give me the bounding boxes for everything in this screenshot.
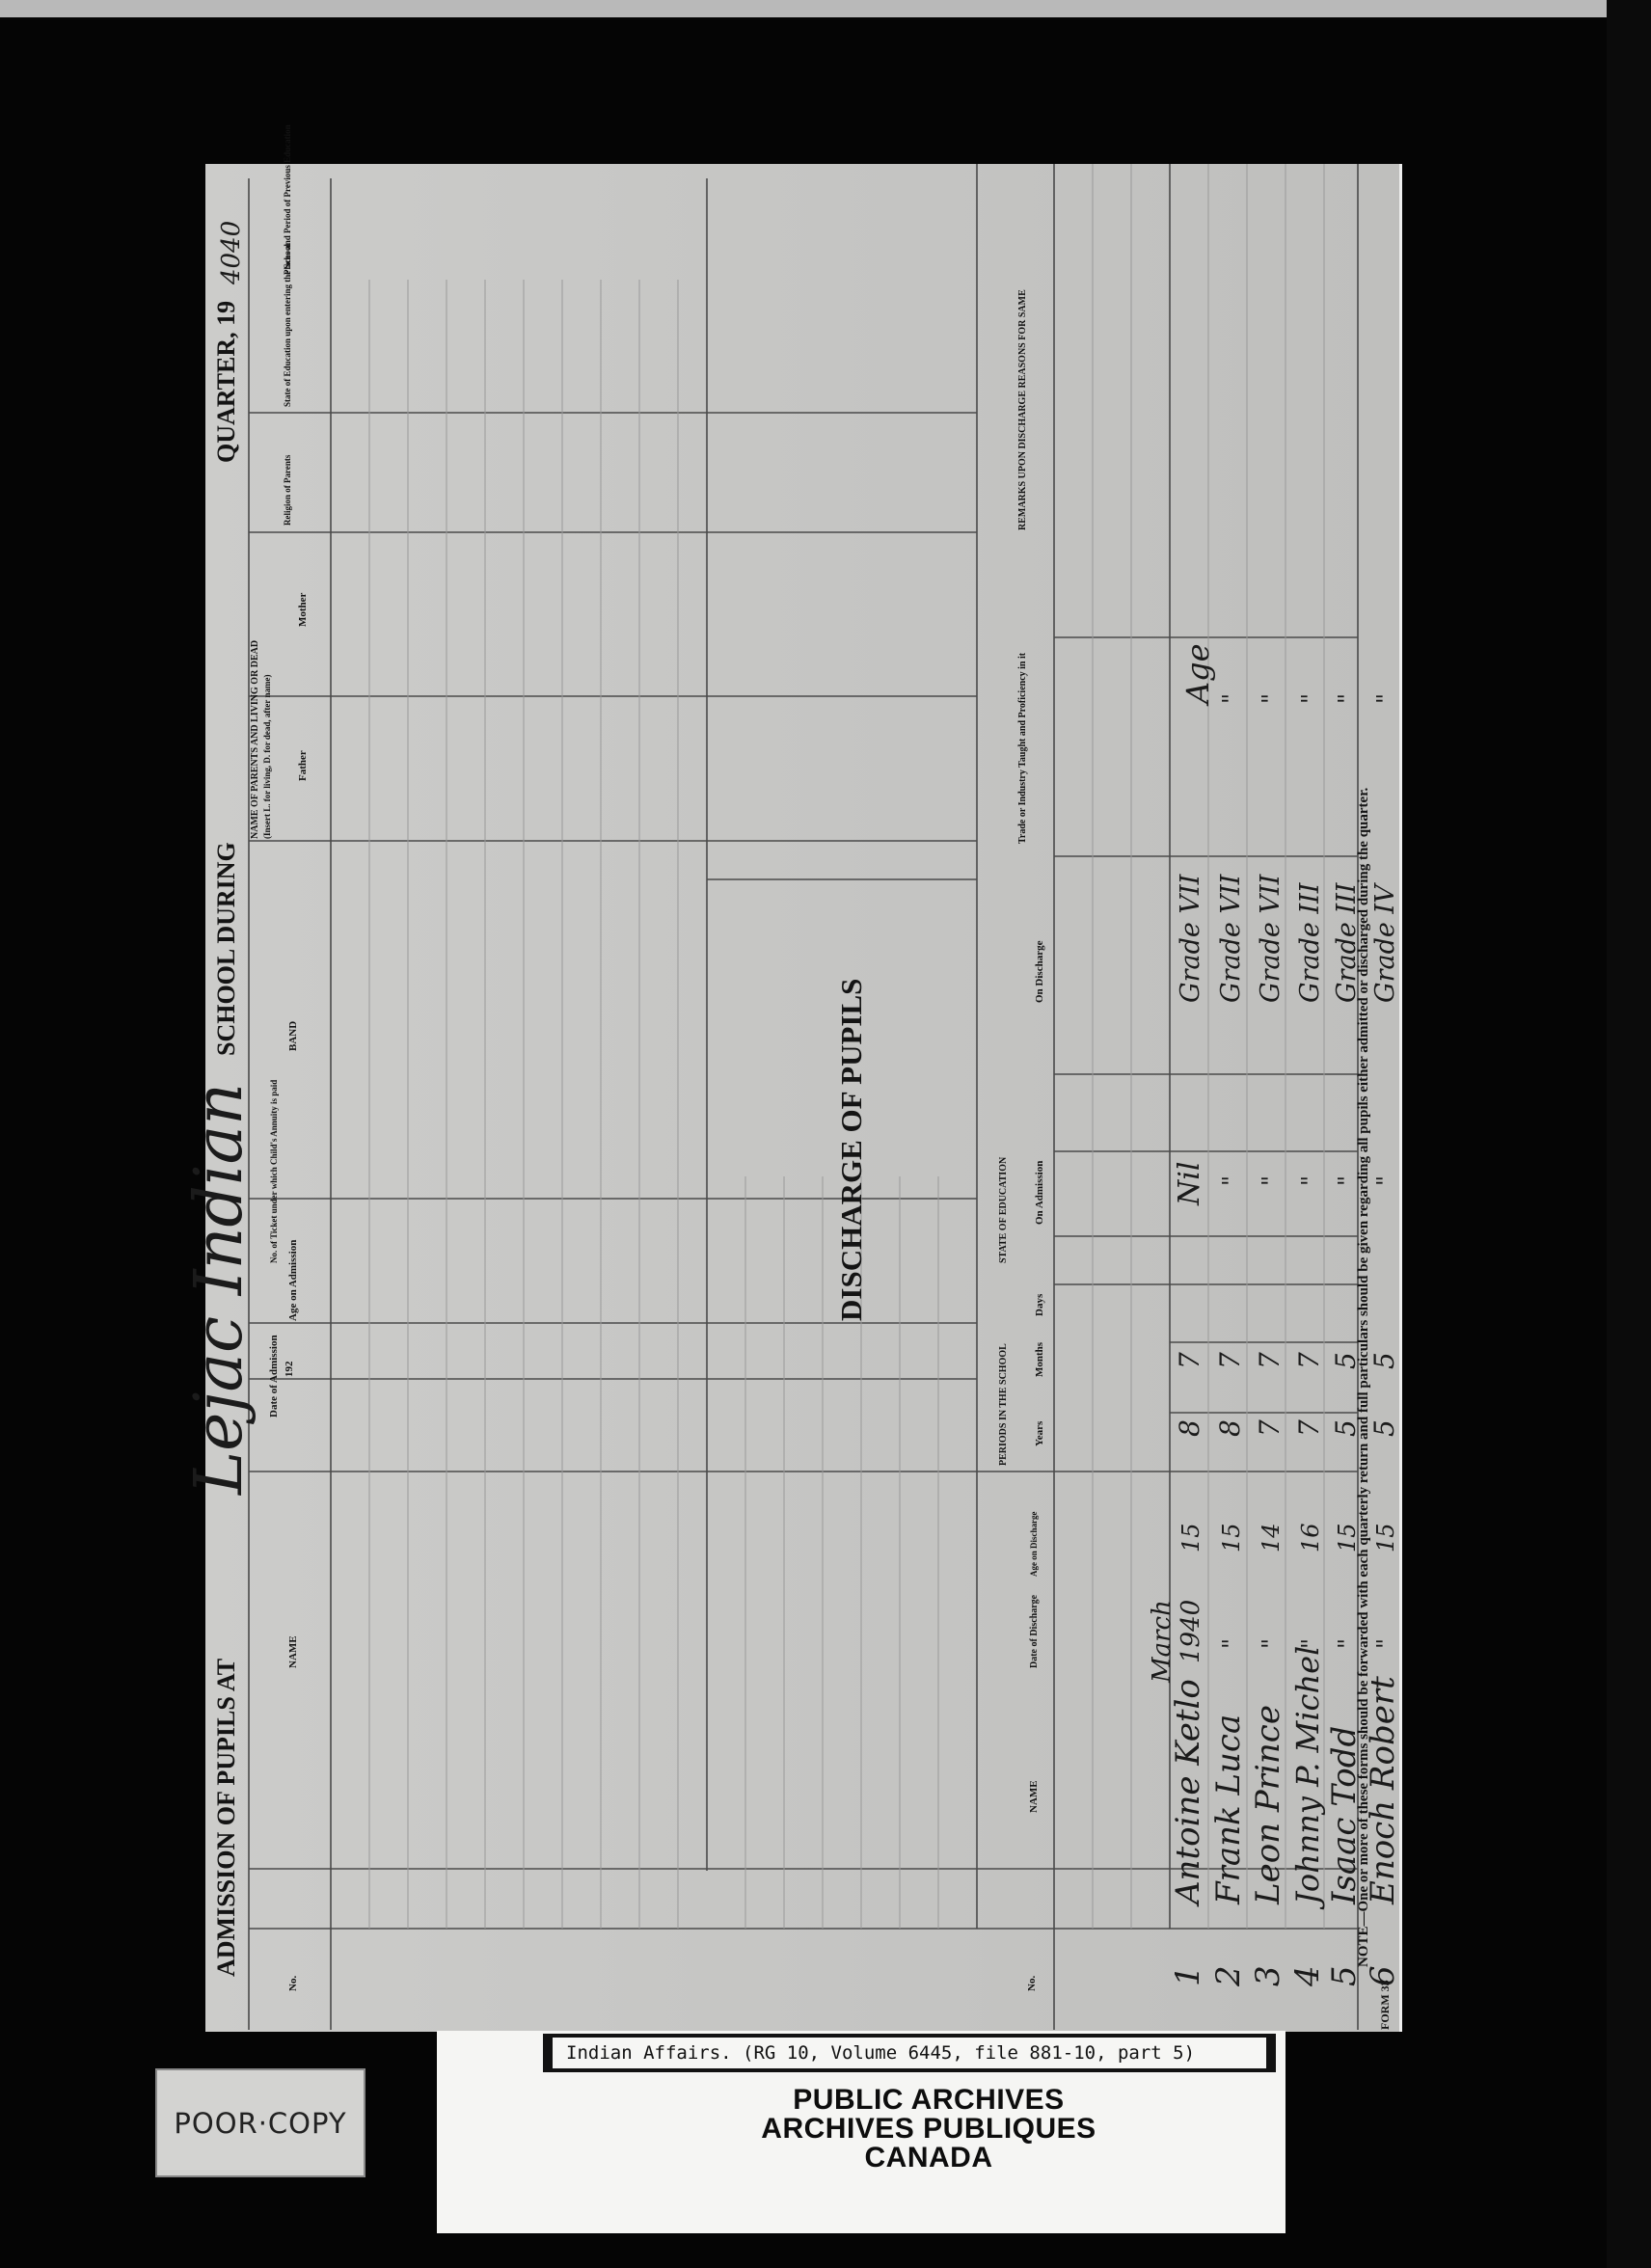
row-months: 7 [1293,1352,1325,1369]
adm-col-age: Age on Admission [287,1239,299,1321]
row-date: 1940 [1177,1599,1205,1663]
row-years: 5 [1330,1419,1362,1437]
dis-col-years: Years [1034,1420,1045,1446]
row-no: 4 [1288,1965,1327,1986]
row-on-admission: " [1297,1174,1324,1186]
dis-col-name: NAME [1028,1780,1040,1813]
discharge-row [1209,693,1248,1987]
form-number: FORM 33 [1378,1980,1392,2030]
adm-col-state: State of Education upon entering the School [283,243,292,407]
dis-col-on-discharge: On Discharge [1034,940,1045,1003]
dis-col-state: STATE OF EDUCATION [998,1156,1009,1263]
discharge-row [1249,693,1287,1986]
dis-col-months: Months [1034,1341,1045,1377]
adm-col-parents-note: (Insert L. for living, D. for dead, after name) [262,674,272,839]
quarter-year: 4040 [217,220,246,284]
row-years: 7 [1254,1419,1286,1437]
adm-col-band: BAND [287,1020,299,1051]
dis-col-periods: PERIODS IN THE SCHOOL [998,1343,1009,1466]
row-months: 7 [1254,1352,1286,1369]
dis-col-date: Date of Discharge [1029,1594,1040,1668]
row-months: 5 [1330,1352,1362,1369]
row-remarks: " [1258,692,1285,704]
discharge-row [1288,693,1327,1987]
adm-col-places: Places and Period of Previous Education [283,124,292,275]
adm-col-no: No. [287,1975,299,1991]
row-months: 7 [1174,1352,1205,1369]
row-on-discharge: Grade III [1332,882,1362,1003]
row-on-admission: " [1334,1174,1361,1186]
row-years: 8 [1174,1419,1205,1437]
row-remarks: " [1372,692,1399,704]
discharge-title: DISCHARGE OF PUPILS [834,978,868,1321]
row-date: " [1297,1637,1324,1649]
row-months: 7 [1214,1352,1246,1369]
admission-title-mid: SCHOOL DURING [212,842,240,1056]
admission-title [181,221,257,1977]
quarter-label: QUARTER, 19 [212,300,240,463]
dis-col-remarks: REMARKS UPON DISCHARGE REASONS FOR SAME [1017,289,1028,530]
row-age: 15 [1334,1523,1361,1552]
row-age: 14 [1258,1523,1285,1552]
row-on-discharge: Grade IV [1370,884,1400,1003]
adm-col-parents: NAME OF PARENTS AND LIVING OR DEAD [250,639,260,839]
row-on-admission: " [1258,1174,1285,1186]
row-date: " [1334,1637,1361,1649]
row-name: Frank Luca [1209,1714,1248,1904]
adm-col-name: NAME [287,1635,299,1668]
archive-reference: Indian Affairs. (RG 10, Volume 6445, file 881-10, part 5) [553,2038,1266,2068]
row-remarks: " [1334,692,1361,704]
row-age: 16 [1297,1523,1324,1552]
archive-stamp [649,2086,1208,2173]
dis-col-on-admission: On Admission [1034,1160,1045,1225]
row-years: 7 [1293,1419,1325,1437]
row-on-admission: " [1218,1174,1245,1186]
row-on-admission: " [1372,1174,1399,1186]
row-months: 5 [1368,1352,1400,1369]
discharge-row [1148,643,1216,1986]
row-remarks: " [1297,692,1324,704]
row-age: 15 [1372,1523,1399,1552]
note-strip [1340,164,1398,2044]
row-name: Antoine Ketlo [1169,1679,1207,1904]
school-name: Lejac Indian [181,1083,257,1495]
poor-copy-label: POOR·COPY [155,2068,365,2177]
row-on-discharge: Grade III [1295,882,1325,1003]
row-date: " [1258,1637,1285,1649]
row-on-discharge: Grade VII [1216,874,1246,1003]
row-name: Leon Prince [1249,1705,1287,1904]
row-no: 6 [1364,1965,1402,1986]
row-remarks: " [1218,692,1245,704]
adm-col-date-year: 192 [284,1361,295,1377]
adm-col-religion: Religion of Parents [283,454,292,526]
row-date: " [1372,1637,1399,1649]
dis-col-no: No. [1026,1975,1038,1991]
adm-col-mother: Mother [297,592,309,627]
form-note: NOTE—One or more of these forms should be forwarded with each quarterly return and full particulars should be given regarding all pupils either admitted or discharged during the quarter. [1356,787,1371,1967]
adm-col-father: Father [297,750,309,781]
form-page [181,124,1402,2032]
row-no: 3 [1249,1965,1287,1986]
archive-line-2: ARCHIVES PUBLIQUES [761,2113,1096,2145]
adm-col-date: Date of Admission [268,1335,280,1418]
row-years: 8 [1214,1419,1246,1437]
scan-border [0,0,1651,17]
row-date-month: March [1148,1600,1177,1683]
row-years: 5 [1368,1419,1400,1437]
adm-col-ticket: No. of Ticket under which Child's Annuity is paid [269,1079,279,1263]
row-name: Isaac Todd [1325,1725,1364,1904]
row-age: 15 [1177,1523,1204,1552]
row-on-discharge: Grade VII [1256,874,1286,1003]
row-on-admission: Nil [1173,1161,1206,1205]
archive-line-3: CANADA [864,2142,993,2174]
row-remarks: Age [1179,643,1216,704]
admission-title-prefix: ADMISSION OF PUPILS AT [212,1658,240,1977]
row-on-discharge: Grade VII [1176,874,1205,1003]
row-date: " [1218,1637,1245,1649]
row-age: 15 [1218,1523,1245,1552]
form-sheet [181,124,1402,2032]
dis-col-trade: Trade or Industry Taught and Proficiency in it [1017,652,1028,844]
dis-col-age: Age on Discharge [1029,1511,1039,1577]
row-no: 1 [1169,1965,1207,1986]
archive-line-1: PUBLIC ARCHIVES [793,2084,1065,2116]
row-no: 5 [1325,1965,1364,1986]
row-no: 2 [1209,1965,1248,1986]
scan-edge [1607,0,1651,2268]
row-name: Enoch Robert [1364,1676,1402,1904]
row-name: Johnny P. Michel [1289,1645,1326,1904]
dis-col-days: Days [1034,1293,1045,1316]
